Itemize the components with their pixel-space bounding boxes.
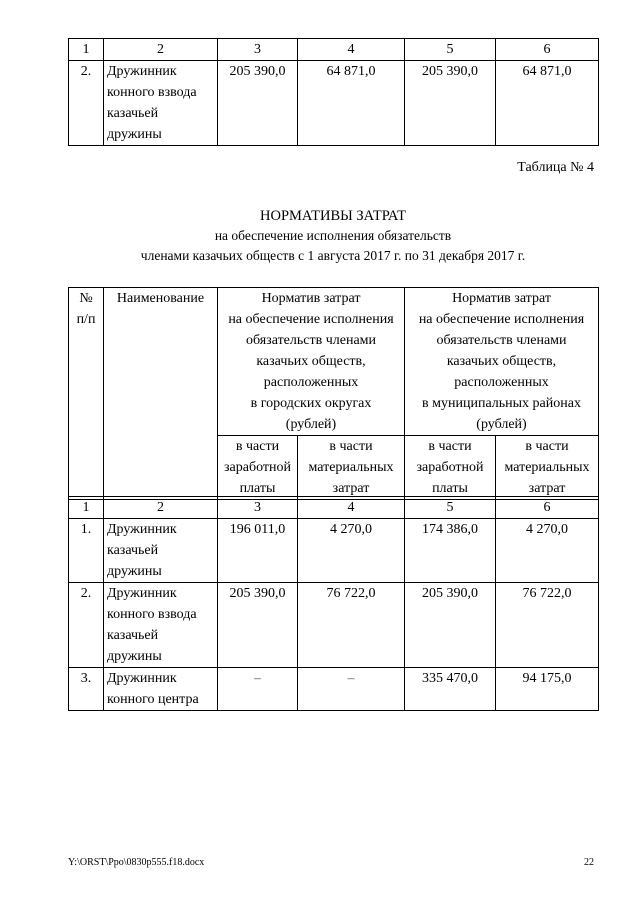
- value-salary-district: 335 470,0: [405, 668, 496, 711]
- row-name-line: конного взвода: [107, 85, 197, 100]
- table-label: Таблица № 4: [517, 160, 594, 175]
- subheader-material: [496, 436, 599, 500]
- row-name: [104, 668, 218, 711]
- column-number-row: [69, 497, 599, 519]
- table-row: [69, 583, 599, 668]
- value-salary-district: 205 390,0: [405, 583, 496, 668]
- value-material-district: 76 722,0: [496, 583, 599, 668]
- footer-file-path: Y:\ORST\Ppo\0830p555.f18.docx: [68, 857, 205, 868]
- header-text: Норматив затрат: [261, 291, 361, 306]
- col-number: 5: [405, 39, 496, 61]
- col-number: 6: [496, 39, 599, 61]
- row-name-line: дружины: [107, 564, 162, 579]
- row-name-line: казачьей: [107, 628, 159, 643]
- header-text: (рублей): [476, 417, 527, 432]
- value-material-city: 76 722,0: [298, 583, 405, 668]
- col-number: 1: [69, 497, 104, 519]
- column-number-row: [69, 39, 599, 61]
- value-salary-city: 205 390,0: [218, 61, 298, 146]
- col-number: 5: [405, 497, 496, 519]
- subheader-salary: [218, 436, 298, 500]
- header-text: на обеспечение исполнения: [418, 312, 585, 327]
- row-number: 2.: [69, 583, 104, 668]
- col-number: 3: [218, 497, 298, 519]
- row-name-line: Дружинник: [107, 586, 177, 601]
- col-number: 2: [104, 497, 218, 519]
- row-number: 3.: [69, 668, 104, 711]
- header-text: материальных: [504, 460, 590, 475]
- row-name-line: дружины: [107, 127, 162, 142]
- row-number: 2.: [69, 61, 104, 146]
- row-name-line: Дружинник: [107, 64, 177, 79]
- header-text: на обеспечение исполнения: [228, 312, 394, 327]
- header-text: в части: [428, 439, 472, 454]
- header-text: расположенных: [263, 375, 359, 390]
- value-material-district: 64 871,0: [496, 61, 599, 146]
- value-material-district: 94 175,0: [496, 668, 599, 711]
- row-name: [104, 519, 218, 583]
- subheader-salary: [405, 436, 496, 500]
- page-number: 22: [584, 857, 594, 868]
- norms-table-header: [68, 287, 599, 500]
- col-number: 6: [496, 497, 599, 519]
- row-name-line: казачьей: [107, 106, 159, 121]
- header-text: казачьих обществ,: [256, 354, 366, 369]
- value-salary-city: 196 011,0: [218, 519, 298, 583]
- header-text: платы: [239, 481, 276, 496]
- value-salary-district: 205 390,0: [405, 61, 496, 146]
- header-text: обязательств членами: [245, 333, 377, 348]
- value-material-city: –: [298, 668, 405, 711]
- header-text: платы: [432, 481, 468, 496]
- continuation-table: [68, 38, 599, 146]
- title-line: на обеспечение исполнения обязательств: [214, 228, 452, 243]
- title-line: членами казачьих обществ с 1 августа 2017 г. по 31 декабря 2017 г.: [140, 248, 526, 263]
- header-text: заработной: [224, 460, 291, 475]
- header-text: в части: [525, 439, 569, 454]
- title-main: НОРМАТИВЫ ЗАТРАТ: [260, 208, 406, 224]
- header-text: обязательств членами: [436, 333, 567, 348]
- value-material-city: 4 270,0: [298, 519, 405, 583]
- header-text: расположенных: [454, 375, 549, 390]
- header-text: №: [79, 291, 93, 306]
- row-name: [104, 61, 218, 146]
- norms-table-body: [68, 496, 599, 711]
- header-text: затрат: [332, 481, 370, 496]
- header-number: [69, 288, 104, 500]
- row-name-line: конного центра: [107, 692, 199, 707]
- value-salary-district: 174 386,0: [405, 519, 496, 583]
- col-number: 3: [218, 39, 298, 61]
- col-number: 2: [104, 39, 218, 61]
- table-row: [69, 519, 599, 583]
- header-text: Норматив затрат: [452, 291, 551, 306]
- header-group-district: [405, 288, 599, 436]
- header-text: в муниципальных районах: [422, 396, 581, 411]
- row-name-line: Дружинник: [107, 522, 177, 537]
- col-number: 1: [69, 39, 104, 61]
- row-name-line: дружины: [107, 649, 162, 664]
- header-text: в части: [235, 439, 280, 454]
- value-salary-city: 205 390,0: [218, 583, 298, 668]
- header-text: в части: [329, 439, 373, 454]
- table-row: [69, 61, 599, 146]
- row-name-line: конного взвода: [107, 607, 197, 622]
- row-name-line: Дружинник: [107, 671, 177, 686]
- header-text: заработной: [416, 460, 484, 475]
- col-number: 4: [298, 497, 405, 519]
- row-number: 1.: [69, 519, 104, 583]
- row-name: [104, 583, 218, 668]
- header-name: Наименование: [104, 288, 218, 500]
- value-salary-city: –: [218, 668, 298, 711]
- header-text: затрат: [528, 481, 566, 496]
- header-group-city: [218, 288, 405, 436]
- table-row: [69, 668, 599, 711]
- header-text: в городских округах: [250, 396, 372, 411]
- value-material-city: 64 871,0: [298, 61, 405, 146]
- col-number: 4: [298, 39, 405, 61]
- value-material-district: 4 270,0: [496, 519, 599, 583]
- header-text: материальных: [308, 460, 394, 475]
- row-name-line: казачьей: [107, 543, 159, 558]
- header-text: казачьих обществ,: [446, 354, 557, 369]
- title-block: [68, 206, 598, 266]
- header-text: п/п: [76, 312, 96, 327]
- subheader-material: [298, 436, 405, 500]
- header-row: [69, 288, 599, 436]
- header-text: (рублей): [285, 417, 337, 432]
